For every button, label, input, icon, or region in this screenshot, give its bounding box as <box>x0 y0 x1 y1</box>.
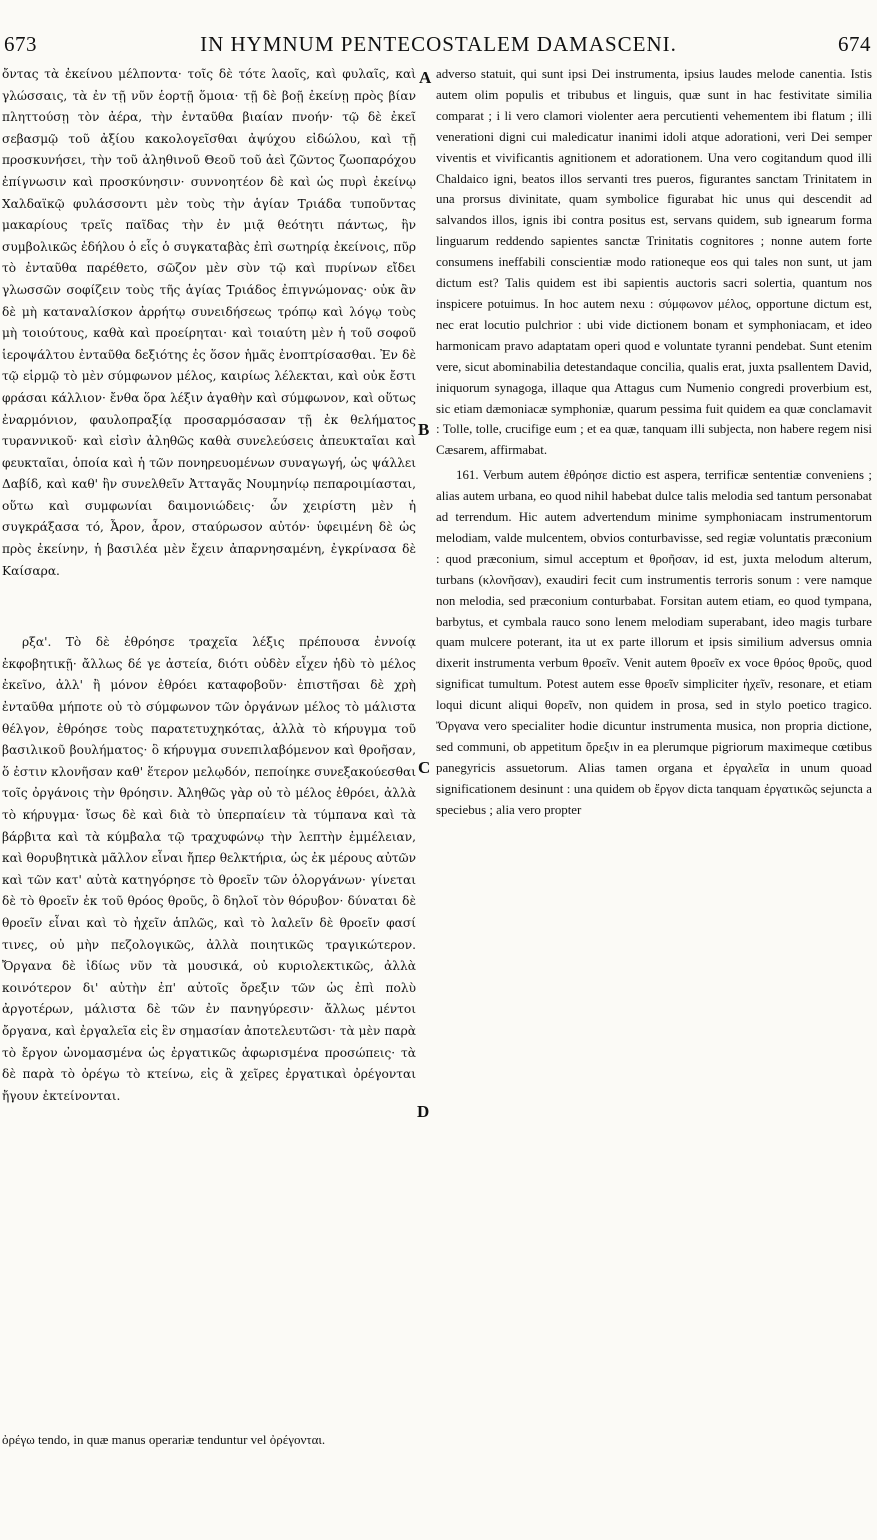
section-marker-d: D <box>417 1102 430 1121</box>
section-marker-b: B <box>418 420 430 439</box>
latin-paragraph: adverso statuit, qui sunt ipsi Dei instrumenta, ipsius laudes melode canentia. Istis autem olim populis et tribubus et linguis, quæ sunt in hac festivitate similia comparat ; i li vero clamori violenter aera percutienti vehementem ibi flatum ; illi venerationi digni cui maledicatur inanimi idoli atque adorationi, veri Dei semper viventis et vivificantis agnitionem et adorationem. Una vero cogitandum quod illi Chaldaico igni, beatos illos servanti tres pueros, figurantes sanctam Trinitatem in una prorsus divinitate, quam symbolice figurabat hic unus qui descendit ad salvandos illos, ignis ibi contra positus est, servans quidem, sub ignearum forma linguarum reddendo sapientes sanctæ Trinitatis cognitores ; nonne autem forte consumens ineffabili conscientiæ modo rationeque eos qui tales non sunt, ut jam dictum est? Talis quidem est ibi sapientis auctoris sacri solertia, quantum nos inspicere potuimus. In hoc autem nexu : σύμφωνον μέλος, opportune dictum est, nec erat locutio pulchrior : ubi vide dictionem bonam et symphoniacam, et ideo harmonicam pravo adaptatam operi quod e voluntate tyranni pendebat. Sunt etenim vere, sicut abominabilia detestandaque concilia, qualis erat, juxta psallentem David, iniquorum synagoga, illaque qua Attagus cum Numenio congredi proverbium est, sic etiam dæmoniacæ symphoniæ, quarum pessima fuit quidem ea quæ conclamavit : Tolle, tolle, crucifige eum ; et ea quæ, tanquam illi subjecta, non habere regem nisi Cæsarem, affirmabat. <box>436 67 872 458</box>
greek-column <box>2 64 416 1107</box>
latin-column <box>436 64 872 821</box>
page-number-right: 674 <box>838 32 871 56</box>
running-header <box>0 32 877 58</box>
greek-paragraph: ρξα'. Τὸ δὲ ἐθρόησε τραχεῖα λέξις πρέπουσα ἐννοίᾳ ἐκφοβητικῇ· ἄλλως δέ γε ἀστεία, διότι οὐδὲν εἶχεν ἡδὺ τὸ μέλος ἐκεῖνο, ἀλλ' ἢ μόνον ἐθρόει καταφοβοῦν· ἐπιστῆσαι δὲ χρὴ ἐνταῦθα μήποτε οὐ τὸ σύμφωνον τῶν ὀργάνων μέλος τὸ μάλιστα θέλγον, ἐθρόησε τοὺς παρατετυχηκότας, ἀλλὰ τὸ κήρυγμα τοῦ βασιλικοῦ βουλήματος· ὃ κήρυγμα συνεπιλαβόμενον καὶ θροῆσαν, ὅ ἐστιν κλονῆσαν καθ' ἕτερον μελῳδόν, πεποίηκε συνεξακούεσθαι τοῖς ὀργάνοις τὴν θρόησιν. Ἀληθῶς γὰρ οὐ τὸ μέλος ἐθρόει, ἀλλὰ τὸ κήρυγμα· ἴσως δὲ καὶ διὰ τὸ ὑπερπαίειν τὰ τύμπανα καὶ τὰ βάρβιτα καὶ τὰ κύμβαλα τῷ τραχυφώνῳ τὴν λεπτὴν ἐμμέλειαν, καὶ θορυβητικὰ μᾶλλον εἶναι ἤπερ θελκτήρια, ὡς ἐκ μέρους αὐτῶν καὶ τῶν κατ' αὐτὰ κατηγόρησε τὸ θροεῖν τῶν ὁλοργάνων· γίνεται δὲ τὸ θροεῖν ἐκ τοῦ θρόος θροῦς, ὃ δηλοῖ τὸν θόρυβον· δύναται δὲ θροεῖν εἶναι καὶ τὸ ἠχεῖν ἁπλῶς, καὶ τὸ λαλεῖν δὲ θροεῖν φασί τινες, οὐ μὴν πεζολογικῶς, ἀλλὰ ποιητικῶς τραγικώτερον. Ὄργανα δὲ ἰδίως νῦν τὰ μουσικά, οὐ κυριολεκτικῶς, ἀλλὰ κοινότερον δι' αὐτὴν ἐπ' αὐτοῖς ὄρεξιν τῶν ὡς ἐπὶ πολὺ ἀργοτέρων, μάλιστα δὲ τῶν ἐν πανηγύρεσιν· ἄλλως μέντοι ὄργανα, καὶ ἐργαλεῖα εἰς ἓν σημασίαν ἀποτελευτῶσι· τὰ μὲν παρὰ τὸ ἔργον ὠνομασμένα ὡς ἐργατικῶς ἀφωρισμένα προσώπεις· τὰ δὲ παρὰ τὸ ὀρέγω τὸ κτείνω, εἰς ἃ χεῖρες ἐργατικαὶ ὀρέγονται ἤγουν ἐκτείνονται. <box>2 635 416 1103</box>
section-marker-a: A <box>419 68 432 87</box>
footer-line: ὀρέγω tendo, in quæ manus operariæ tenduntur vel ὀρέγονται. <box>2 1432 326 1447</box>
latin-paragraph: 161. Verbum autem ἐθρόησε dictio est aspera, terrificæ sententiæ conveniens ; alias autem urbana, eo quod nihil habebat dulce talis melodia sed tantum personabat ad terrendum. Hic autem advertendum minime symphoniacam instrumentorum melodiam, valde mulcentem, obvios conturbavisse, sed regiæ voluntatis præconium : quod præconium, simul acceptum et θροῆσαν, id est, juxta melodum alterum, turbans (κλονῆσαν), exaudiri fecit cum instrumentis terroris sonum : vere namque non melodia, sed præconium conturbabat. Forsitan autem etiam, eo quod tympana, barbytus, et cymbala rauco sono lenem melodiam superabant, ideo magis turbare quam mulcere poterant, ita ut ex parte illorum et ipsis similium adversus omnia dixerit instrumenta verbum θροεῖν. Venit autem θροεῖν ex voce θρόος θροῦς, quod significat tumultum. Potest autem esse θροεῖν simpliciter ἠχεῖν, resonare, et etiam loqui dicunt aliqui θορεῖν, non quidem in prosa, sed in stylo poetico tragico. Ὄργανα vero specialiter hodie dicuntur instrumenta musica, non propria dictione, sed communi, ob appetitum ὄρεξιν in ea plerumque pigriorum maximeque cœtibus panegyricis assuetorum. Alias tamen organa et ἐργαλεῖα in unum quoad significationem desinunt : una quidem ob ἔργον dicta tanquam ἐργατικῶς sejuncta a speciebus ; alia vero propter <box>436 468 872 817</box>
section-marker-c: C <box>418 758 431 777</box>
page-number-left: 673 <box>4 32 37 56</box>
running-title: IN HYMNUM PENTECOSTALEM DAMASCENI. <box>200 32 677 56</box>
greek-paragraph: ὄντας τὰ ἐκείνου μέλποντα· τοῖς δὲ τότε λαοῖς, καὶ φυλαῖς, καὶ γλώσσαις, τὰ ἐν τῇ νῦν ἑορτῇ ὅμοια· τῇ δὲ βοῇ ἐκείνῃ πρὸς βίαν πληττούσῃ τὸν ἀέρα, τὴν ἐνταῦθα βιαίαν πνοήν· τῷ δὲ ἐκεῖ σεβασμῷ τοῦ ἀξίου κακολογεῖσθαι ἀψύχου εἰδώλου, καὶ τῇ προσκυνήσει, τὴν τοῦ ἀληθινοῦ Θεοῦ τοῦ ἀεὶ ζῶντος ζωοπαρόχου ἐπίγνωσιν καὶ προσκύνησιν· συννοητέον δὲ καὶ ὡς πυρὶ ἐκείνῳ Χαλδαϊκῷ φυλάσσοντι μὲν τοὺς τὴν ἁγίαν Τριάδα τυποῦντας μακαρίους τρεῖς παῖδας τὴν ἐν μιᾷ θεότητι πάντως, ἣν συμβολικῶς ἐδήλου ὁ εἷς ὁ συγκαταβὰς ἐπὶ σωτηρίᾳ ἐκείνοις, πῦρ τὸ ἐνταῦθα παρέθετο, σῶζον μὲν σὺν τῷ καὶ πυρίνων εἴδει γλωσσῶν σοφίζειν τοὺς τῆς ἁγίας Τριάδος ἐπιγνώμονας· οὐκ ἂν δὲ μὴ καταναλίσκον ἀρρήτῳ συνειδήσεως τρόπῳ καὶ λόγῳ τοὺς μὴ τοιούτους, καθὰ καὶ προείρηται· καὶ τοιαύτη μὲν ἡ τοῦ σοφοῦ ἱεροψάλτου ἐνταῦθα δεξιότης ἐς ὅσον ἡμᾶς ἐνοπτρίσασθαι. Ἐν δὲ τῷ εἱρμῷ τὸ μὲν σύμφωνον μέλος, καιρίως λέλεκται, καὶ οὐκ ἔστι φράσαι κάλλιον· ἔνθα ὅρα λέξιν ἀγαθὴν καὶ σύμφωνον, καὶ οὕτως ἐναρμόνιον, φαυλοπραξίᾳ προσαρμόσασαν τῇ ἐκ θελήματος τυραννικοῦ· καὶ εἰσὶν ἀληθῶς καθὰ συνελεύσεις ἀπευκταῖαι καὶ φευκταῖαι, ὁποία καὶ ἡ τῶν πονηρευομένων συναγωγή, ὡς ψάλλει Δαβίδ, καὶ καθ' ἣν συνελθεῖν Ἀτταγᾶς Νουμηνίῳ πεπαροιμίασται, οὕτω καὶ συμφωνίαι δαιμονιώδεις· ὧν χειρίστη μὲν ἡ συγκράξασα τό, Ἆρον, ἆρον, σταύρωσον αὐτόν· ὑφειμένη δὲ ὡς πρὸς ἐκείνην, ἡ βασιλέα μὲν ἔχειν ἀπαρνησαμένη, ἐγκρίνασα δὲ Καίσαρα. <box>2 67 416 578</box>
